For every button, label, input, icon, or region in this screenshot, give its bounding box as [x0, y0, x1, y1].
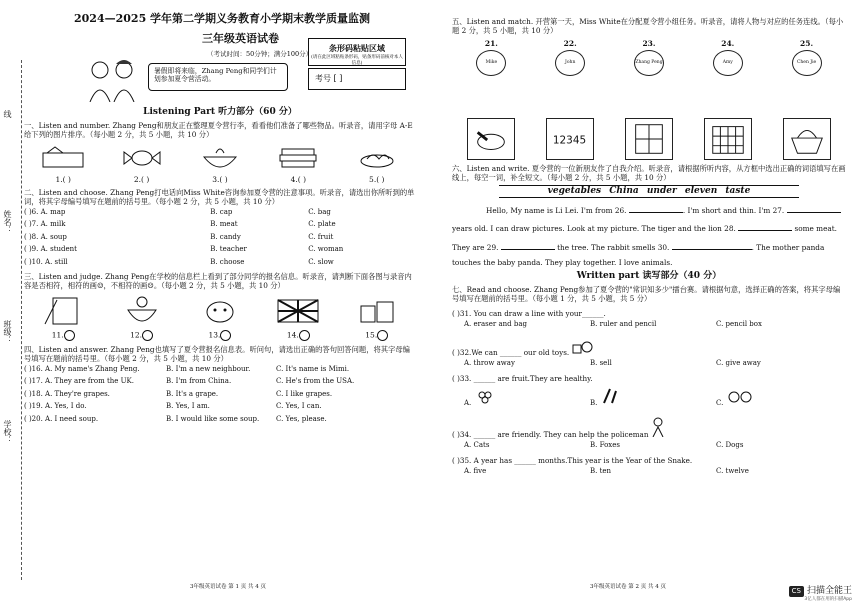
toys-icon — [571, 339, 593, 355]
blank-28[interactable] — [738, 223, 792, 231]
option-row — [24, 231, 416, 244]
judge-slot-11[interactable]: 11. — [52, 330, 75, 341]
grapes-icon — [474, 387, 496, 405]
window-icon[interactable] — [625, 118, 673, 160]
fruits-icon — [726, 387, 756, 405]
option-row — [24, 363, 416, 376]
exam-subtitle: 三年级英语试卷 — [202, 31, 279, 45]
blank-26[interactable] — [629, 205, 683, 213]
option-b[interactable]: B. choose — [210, 257, 245, 266]
listening-part-heading: Listening Part 听力部分（60 分） — [143, 107, 297, 117]
judge-slot-12[interactable]: 12. — [130, 330, 153, 341]
option-row — [24, 401, 416, 414]
barcode-note: (请在此区域粘贴条形码，贴条形码前核对本人信息) — [311, 55, 403, 66]
option-a[interactable]: ( )7. A. milk — [24, 220, 66, 229]
noodles-icon — [353, 143, 401, 173]
question-4-instruction: 四、Listen and answer. Zhang Peng也填写了夏令营报名信息表。听问句，请选出正确的答句回答问题，将其字母编号填写在题前的括号里。（每小题 2 分，共 5 小题，共 10 分） — [24, 344, 410, 363]
answer-slot-3[interactable]: 3.( ) — [212, 175, 228, 185]
question-31: ( )31. You can draw a line with your______. — [452, 309, 606, 319]
avatar: Mike — [476, 50, 506, 76]
option-b[interactable]: B. — [590, 387, 716, 408]
option-b[interactable]: B. meat — [210, 220, 238, 229]
question-31-options — [452, 320, 846, 329]
question-1-instruction: 一、Listen and number. Zhang Peng和朋友正在整理夏令营行李，看看他们准备了哪些物品。听录音，请用字母 A-E 给下列的图片排序。（每小题 2 分，共 5 小题，共 10 分） — [24, 121, 413, 140]
option-row — [24, 219, 416, 232]
question-6-passage: Hello, My name is Li Lei. I'm from 26. . I'm short and thin. I'm 27. years old. I can draw pictures. Look at my picture. The tiger and the lion 28. some meat. They are 29. the tree. The rabbit smells 30. . The mother panda touches the baby panda. They play together. I love animals. — [452, 202, 846, 268]
question-35-options — [452, 467, 846, 476]
option-c[interactable]: C. Yes, please. — [276, 414, 327, 423]
page-footer-right: 3年级英语试卷 第 2 页 共 4 页 — [590, 584, 666, 591]
option-b[interactable]: B. Foxes — [590, 440, 620, 449]
face-circle-icon — [220, 330, 231, 341]
question-34-options — [452, 441, 846, 450]
option-b[interactable]: B. It's a grape. — [166, 389, 219, 398]
svg-text:12345: 12345 — [553, 134, 587, 147]
face-circle-icon — [142, 330, 153, 341]
option-row — [24, 206, 416, 219]
option-a[interactable]: ( )6. A. map — [24, 207, 66, 216]
option-row — [24, 256, 416, 269]
option-b[interactable]: B. ten — [590, 466, 612, 475]
option-a[interactable]: A. five — [464, 466, 487, 475]
question-3-pictures — [24, 294, 416, 328]
binding-label-school: 学校： — [3, 420, 12, 444]
scanner-app-logo — [789, 586, 852, 603]
binding-label-name: 姓名： — [3, 210, 12, 234]
exam-meta: （考试时间：50分钟；满分100分） — [207, 49, 313, 58]
option-b[interactable]: B. ruler and pencil — [590, 320, 657, 329]
option-row — [24, 388, 416, 401]
face-circle-icon — [377, 330, 388, 341]
answer-slot-4[interactable]: 4.( ) — [290, 175, 307, 185]
option-c[interactable]: C. I like grapes. — [276, 389, 333, 398]
option-c[interactable]: C. pencil box — [716, 320, 762, 329]
exam-header — [24, 12, 416, 104]
question-3-answer-faces — [24, 330, 416, 341]
answer-slot-5[interactable]: 5.( ) — [369, 175, 385, 185]
option-a[interactable]: A. eraser and bag — [464, 320, 527, 329]
judge-slot-13[interactable]: 13. — [209, 330, 232, 341]
option-a[interactable]: ( )9. A. student — [24, 245, 77, 254]
option-row — [24, 413, 416, 426]
question-4-options — [24, 363, 416, 426]
word-bank: vegetables China under eleven taste — [499, 185, 799, 198]
soup-bowl-icon — [118, 294, 166, 328]
vegetables-icon — [600, 387, 622, 405]
option-b[interactable]: B. teacher — [210, 245, 247, 254]
face-circle-icon — [64, 330, 75, 341]
barcode-area — [308, 38, 406, 66]
face-circle-icon — [299, 330, 310, 341]
dog-icon — [196, 294, 244, 328]
option-row — [24, 376, 416, 389]
option-a[interactable]: ( )18. A. They're grapes. — [24, 389, 110, 398]
question-6-instruction: 六、Listen and write. 夏令营的一位新朋友作了自我介绍。听录音，请根据所听内容，从方框中选出正确的词语填写在画线上，每空一词，补全短文。（每小题 2 分，共 5 小题，共 10 分） — [452, 163, 846, 182]
question-32: ( )32.We can ______ our old toys. — [452, 339, 846, 357]
option-b[interactable]: B. I'm a new neighbour. — [166, 364, 251, 373]
pencil-paper-icon — [39, 294, 87, 328]
option-a[interactable]: A. — [464, 387, 590, 408]
option-c[interactable]: C. — [716, 387, 842, 408]
option-c[interactable]: C. It's name is Mimi. — [276, 364, 350, 373]
binding-strip — [0, 60, 22, 580]
option-a[interactable]: ( )20. A. I need soup. — [24, 414, 99, 423]
avatar: John — [555, 50, 585, 76]
cs-logo-icon: CS — [789, 586, 804, 597]
question-33: ( )33. ______ are fruit.They are healthy. — [452, 373, 593, 383]
passage-last-line: touches the baby panda. They play together. I love animals. — [452, 257, 673, 267]
option-c[interactable]: C. He's from the USA. — [276, 377, 355, 386]
barcode-label: 条形码粘贴区域 — [329, 43, 385, 53]
option-b[interactable]: B. cap — [210, 207, 233, 216]
option-a[interactable]: A. Cats — [464, 440, 490, 449]
option-a[interactable]: A. throw away — [464, 359, 515, 368]
question-2-options — [24, 206, 416, 269]
blank-27[interactable] — [787, 205, 841, 213]
option-row — [24, 244, 416, 257]
option-a[interactable]: ( )8. A. soup — [24, 232, 67, 241]
logo-tagline: 3亿人都在用的扫描App — [804, 597, 852, 603]
logo-name: 扫描全能王 — [806, 586, 852, 597]
question-1-pictures — [24, 143, 416, 173]
question-34: ( )34. ______ are friendly. They can help the policeman — [452, 417, 846, 439]
policeman-icon — [651, 417, 665, 437]
option-b[interactable]: B. candy — [210, 232, 241, 241]
option-a[interactable]: ( )16. A. My name's Zhang Peng. — [24, 364, 140, 373]
question-3-instruction: 三、Listen and judge. Zhang Peng在学校的信息栏上看到了部分同学的报名信息。听录音，请判断下面各图与录音内容是否相符，相符的画☺，不相符的画☹。（每小题 2 分，共 5 小题，共 10 分） — [24, 271, 412, 290]
option-c[interactable]: C. Yes, I can. — [276, 402, 322, 411]
question-35: ( )35. A year has ______ months.This year is the Year of the Snake. — [452, 455, 693, 465]
avatar: Zhang Peng — [634, 50, 664, 76]
question-32-options — [452, 359, 846, 368]
option-a[interactable]: ( )17. A. They are from the UK. — [24, 377, 134, 386]
speech-bubble: 暑假即将来临，Zhang Peng和同学们计划参加夏令营活动。 — [148, 63, 288, 91]
person-mike[interactable]: 21. Mike — [476, 39, 506, 75]
judge-slot-14[interactable]: 14. — [287, 330, 310, 341]
option-b[interactable]: B. sell — [590, 359, 612, 368]
clothes-icon — [39, 143, 87, 173]
option-c[interactable]: C. bag — [308, 207, 331, 216]
numbers-icon[interactable] — [546, 118, 594, 160]
right-page — [440, 0, 860, 609]
shelf-icon[interactable] — [704, 118, 752, 160]
option-c[interactable]: C. plate — [308, 220, 336, 229]
option-c[interactable]: C. Dogs — [716, 440, 744, 449]
exam-title: 2024—2025 学年第二学期义务教育小学期末教学质量监测 — [74, 12, 371, 25]
option-c[interactable]: C. woman — [308, 245, 344, 254]
question-2-instruction: 二、Listen and choose. Zhang Peng打电话向Miss White咨询参加夏令营的注意事项。听录音，请选出你所听到的单词，将其字母编号填写在题前的括号里。（每小题 2 分，共 5 小题，共 10 分） — [24, 187, 415, 206]
question-5-tasks — [452, 118, 846, 160]
binding-label-line: 线 — [3, 110, 12, 118]
uk-flag-icon — [274, 294, 322, 328]
option-c[interactable]: C. slow — [308, 257, 334, 266]
boxes-icon — [353, 294, 401, 328]
students-illustration-icon — [82, 58, 144, 102]
option-b[interactable]: B. Yes, I am. — [166, 402, 210, 411]
candy-icon — [118, 143, 166, 173]
avatar: Amy — [713, 50, 743, 76]
written-part-heading: Written part 读写部分（40 分） — [576, 270, 722, 281]
option-b[interactable]: B. I'm from China. — [166, 377, 232, 386]
blank-29[interactable] — [501, 242, 555, 250]
judge-slot-15[interactable]: 15. — [365, 330, 388, 341]
blank-30[interactable] — [672, 242, 752, 250]
question-7-instruction: 七、Read and choose. Zhang Peng参加了夏令营的"常识知多少"擂台赛。请根据句意，选择正确的答案，将其字母编号填写在题前的括号里。（每小题 1 分，共 5 小题，共 5 分） — [452, 285, 841, 304]
person-chen-jie[interactable]: 25. Chen Jie — [792, 39, 822, 75]
washing-dishes-icon[interactable] — [467, 118, 515, 160]
answer-slot-1[interactable]: 1.( ) — [55, 175, 71, 185]
avatar: Chen Jie — [792, 50, 822, 76]
question-5-people — [452, 39, 846, 75]
option-c[interactable]: C. twelve — [716, 466, 749, 475]
person-amy[interactable]: 24. Amy — [713, 39, 743, 75]
person-zhang-peng[interactable]: 23. Zhang Peng — [634, 39, 664, 75]
option-a[interactable]: ( )19. A. Yes, I do. — [24, 402, 87, 411]
question-1-answer-slots — [24, 175, 416, 184]
option-b[interactable]: B. I would like some soup. — [166, 414, 260, 423]
option-c[interactable]: C. fruit — [308, 232, 334, 241]
books-icon — [274, 143, 322, 173]
question-33-options — [452, 385, 846, 411]
answer-slot-2[interactable]: 2.( ) — [133, 175, 150, 185]
bowl-icon — [196, 143, 244, 173]
option-a[interactable]: ( )10. A. still — [24, 257, 68, 266]
option-c[interactable]: C. give away — [716, 359, 761, 368]
question-5-instruction: 五、Listen and match. 开营第一天，Miss White在分配夏令营小组任务。听录音，请将人物与对应的任务连线。（每小题 2 分，共 5 小题，共 10 分） — [452, 17, 844, 36]
person-john[interactable]: 22. John — [555, 39, 585, 75]
basket-icon[interactable] — [783, 118, 831, 160]
binding-label-class: 班级： — [3, 320, 12, 344]
exam-number-box: 考号 [ ] — [308, 68, 406, 90]
page-footer-left: 3年级英语试卷 第 1 页 共 4 页 — [190, 584, 266, 591]
